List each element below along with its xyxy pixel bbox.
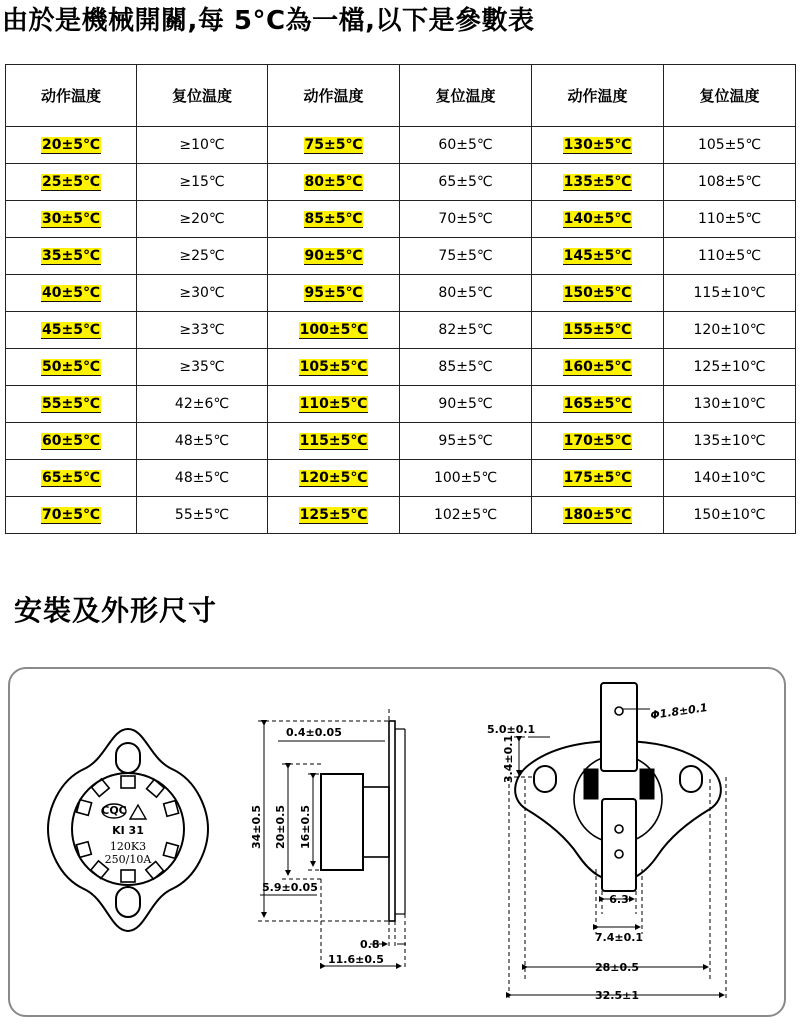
action-temp-value: 85±5℃ xyxy=(304,211,363,227)
reset-temp-cell xyxy=(137,460,268,497)
reset-temp-cell xyxy=(400,275,532,312)
reset-temp-value: 120±10℃ xyxy=(693,322,766,338)
reset-temp-cell xyxy=(664,423,796,460)
reset-temp-value: 42±6℃ xyxy=(174,396,230,412)
table-row xyxy=(6,238,796,275)
action-temp-cell xyxy=(532,497,664,534)
reset-temp-cell xyxy=(137,423,268,460)
reset-temp-value: 110±5℃ xyxy=(697,248,762,264)
reset-temp-value: 108±5℃ xyxy=(697,174,762,190)
reset-temp-value: 102±5℃ xyxy=(433,507,498,523)
dim-cap-depth: 5.9±0.05 xyxy=(262,881,318,894)
action-temp-cell xyxy=(268,349,400,386)
reset-temp-cell xyxy=(137,127,268,164)
reset-temp-value: 95±5℃ xyxy=(438,433,493,449)
reset-temp-value: 150±10℃ xyxy=(693,507,766,523)
column-header: 复位温度 xyxy=(137,65,268,127)
action-temp-value: 40±5℃ xyxy=(42,285,100,301)
action-temp-cell xyxy=(6,238,137,275)
action-temp-cell xyxy=(268,423,400,460)
reset-temp-value: ≥33℃ xyxy=(179,322,225,338)
action-temp-value: 25±5℃ xyxy=(42,174,100,190)
dim-hole-diameter: Φ1.8±0.1 xyxy=(649,701,709,722)
action-temp-value: 95±5℃ xyxy=(304,285,363,301)
table-row xyxy=(6,423,796,460)
reset-temp-value: ≥10℃ xyxy=(179,137,225,153)
action-temp-value: 120±5℃ xyxy=(299,470,368,486)
action-temp-cell xyxy=(6,460,137,497)
reset-temp-cell xyxy=(664,497,796,534)
reset-temp-cell xyxy=(664,349,796,386)
front-mark-model: KI 31 xyxy=(112,824,144,837)
reset-temp-value: ≥35℃ xyxy=(179,359,225,375)
action-temp-cell xyxy=(268,497,400,534)
column-header: 动作温度 xyxy=(532,65,664,127)
reset-temp-value: 82±5℃ xyxy=(438,322,493,338)
action-temp-value: 170±5℃ xyxy=(563,433,632,449)
action-temp-cell xyxy=(268,127,400,164)
action-temp-cell xyxy=(6,423,137,460)
action-temp-cell xyxy=(268,312,400,349)
action-temp-value: 75±5℃ xyxy=(304,137,363,153)
action-temp-cell xyxy=(532,275,664,312)
front-mark-cqc: CQC xyxy=(101,804,127,817)
action-temp-cell xyxy=(6,349,137,386)
reset-temp-cell xyxy=(400,497,532,534)
action-temp-value: 50±5℃ xyxy=(42,359,100,375)
action-temp-value: 115±5℃ xyxy=(299,433,368,449)
reset-temp-value: 140±10℃ xyxy=(693,470,766,486)
front-mark-rating: 120K3 xyxy=(109,840,147,853)
action-temp-cell xyxy=(268,386,400,423)
dim-hole-offset: 5.0±0.1 xyxy=(487,723,536,736)
table-row xyxy=(6,312,796,349)
column-header: 动作温度 xyxy=(268,65,400,127)
reset-temp-cell xyxy=(137,201,268,238)
action-temp-value: 135±5℃ xyxy=(563,174,632,190)
reset-temp-cell xyxy=(664,164,796,201)
action-temp-value: 90±5℃ xyxy=(304,248,363,264)
reset-temp-value: 70±5℃ xyxy=(438,211,493,227)
action-temp-cell xyxy=(268,275,400,312)
parameter-table xyxy=(5,64,796,534)
reset-temp-value: 55±5℃ xyxy=(174,507,230,523)
action-temp-cell xyxy=(532,423,664,460)
action-temp-value: 70±5℃ xyxy=(42,507,100,523)
reset-temp-value: 125±10℃ xyxy=(693,359,766,375)
dim-hole-height: 3.4±0.1 xyxy=(502,734,515,784)
action-temp-cell xyxy=(6,201,137,238)
reset-temp-cell xyxy=(137,238,268,275)
reset-temp-cell xyxy=(137,386,268,423)
reset-temp-value: 80±5℃ xyxy=(438,285,493,301)
reset-temp-cell xyxy=(400,386,532,423)
reset-temp-cell xyxy=(400,238,532,275)
reset-temp-cell xyxy=(400,201,532,238)
action-temp-cell xyxy=(532,238,664,275)
reset-temp-value: 48±5℃ xyxy=(174,433,230,449)
reset-temp-value: 75±5℃ xyxy=(438,248,493,264)
reset-temp-cell xyxy=(400,312,532,349)
reset-temp-value: ≥20℃ xyxy=(179,211,225,227)
action-temp-value: 180±5℃ xyxy=(563,507,632,523)
table-row xyxy=(6,164,796,201)
action-temp-value: 125±5℃ xyxy=(299,507,368,523)
action-temp-value: 140±5℃ xyxy=(563,211,632,227)
action-temp-cell xyxy=(6,386,137,423)
action-temp-cell xyxy=(532,349,664,386)
page-title: 由於是機械開關,每 5°C為一檔,以下是參數表 xyxy=(2,6,535,36)
reset-temp-value: 85±5℃ xyxy=(438,359,493,375)
action-temp-cell xyxy=(6,127,137,164)
action-temp-value: 110±5℃ xyxy=(299,396,368,412)
table-row xyxy=(6,201,796,238)
reset-temp-value: 130±10℃ xyxy=(693,396,766,412)
reset-temp-cell xyxy=(137,312,268,349)
action-temp-value: 35±5℃ xyxy=(42,248,100,264)
action-temp-cell xyxy=(532,460,664,497)
dim-body-height: 20±0.5 xyxy=(274,804,287,850)
dim-total-height: 34±0.5 xyxy=(250,804,263,850)
action-temp-cell xyxy=(6,312,137,349)
action-temp-cell xyxy=(268,238,400,275)
column-header: 复位温度 xyxy=(664,65,796,127)
reset-temp-cell xyxy=(137,497,268,534)
reset-temp-cell xyxy=(664,127,796,164)
reset-temp-value: 115±10℃ xyxy=(693,285,766,301)
action-temp-cell xyxy=(532,201,664,238)
reset-temp-value: ≥15℃ xyxy=(179,174,225,190)
action-temp-value: 145±5℃ xyxy=(563,248,632,264)
reset-temp-value: 105±5℃ xyxy=(697,137,762,153)
action-temp-value: 150±5℃ xyxy=(563,285,632,301)
reset-temp-value: 110±5℃ xyxy=(697,211,762,227)
action-temp-cell xyxy=(532,164,664,201)
action-temp-value: 155±5℃ xyxy=(563,322,632,338)
dim-hole-spacing: 28±0.5 xyxy=(594,961,640,974)
action-temp-value: 160±5℃ xyxy=(563,359,632,375)
reset-temp-value: 90±5℃ xyxy=(438,396,493,412)
dim-plate-thickness: 0.4±0.05 xyxy=(286,726,342,739)
front-mark-current: 250/10A xyxy=(104,853,152,866)
reset-temp-value: ≥25℃ xyxy=(179,248,225,264)
action-temp-value: 20±5℃ xyxy=(42,137,100,153)
action-temp-cell xyxy=(532,312,664,349)
action-temp-cell xyxy=(532,386,664,423)
reset-temp-cell xyxy=(400,349,532,386)
dim-tab-width: 6.3 xyxy=(609,893,629,906)
dim-cap-height: 16±0.5 xyxy=(299,804,312,850)
reset-temp-cell xyxy=(664,386,796,423)
reset-temp-value: 48±5℃ xyxy=(174,470,230,486)
dim-flange-thickness: 0.8 xyxy=(360,938,380,951)
column-header: 动作温度 xyxy=(6,65,137,127)
table-header-row xyxy=(6,65,796,127)
table-row xyxy=(6,386,796,423)
back-view xyxy=(509,683,726,999)
action-temp-cell xyxy=(532,127,664,164)
reset-temp-cell xyxy=(137,164,268,201)
table-row xyxy=(6,349,796,386)
action-temp-value: 80±5℃ xyxy=(304,174,363,190)
dim-side-depth: 11.6±0.5 xyxy=(328,953,384,966)
action-temp-value: 130±5℃ xyxy=(563,137,632,153)
reset-temp-cell xyxy=(664,238,796,275)
action-temp-value: 45±5℃ xyxy=(42,322,100,338)
reset-temp-cell xyxy=(664,312,796,349)
action-temp-value: 165±5℃ xyxy=(563,396,632,412)
action-temp-cell xyxy=(268,460,400,497)
table-row xyxy=(6,497,796,534)
action-temp-cell xyxy=(6,164,137,201)
action-temp-value: 65±5℃ xyxy=(42,470,100,486)
table-row xyxy=(6,275,796,312)
table-body xyxy=(6,127,796,534)
reset-temp-cell xyxy=(664,275,796,312)
reset-temp-value: 135±10℃ xyxy=(693,433,766,449)
reset-temp-cell xyxy=(664,460,796,497)
action-temp-value: 30±5℃ xyxy=(42,211,100,227)
action-temp-value: 105±5℃ xyxy=(299,359,368,375)
reset-temp-value: 65±5℃ xyxy=(438,174,493,190)
section-title: 安裝及外形尺寸 xyxy=(14,594,218,627)
action-temp-cell xyxy=(268,164,400,201)
reset-temp-value: ≥30℃ xyxy=(179,285,225,301)
column-header: 复位温度 xyxy=(400,65,532,127)
reset-temp-cell xyxy=(400,164,532,201)
reset-temp-cell xyxy=(137,349,268,386)
reset-temp-cell xyxy=(400,460,532,497)
reset-temp-cell xyxy=(400,423,532,460)
action-temp-cell xyxy=(268,201,400,238)
dimension-drawing-panel xyxy=(8,667,786,1017)
reset-temp-cell xyxy=(664,201,796,238)
action-temp-cell xyxy=(6,275,137,312)
action-temp-cell xyxy=(6,497,137,534)
table-row xyxy=(6,127,796,164)
dimension-drawing xyxy=(10,669,784,1015)
action-temp-value: 100±5℃ xyxy=(299,322,368,338)
reset-temp-cell xyxy=(137,275,268,312)
action-temp-value: 60±5℃ xyxy=(42,433,100,449)
action-temp-value: 175±5℃ xyxy=(563,470,632,486)
action-temp-value: 55±5℃ xyxy=(42,396,100,412)
dim-overall-length: 32.5±1 xyxy=(594,989,640,1002)
reset-temp-value: 100±5℃ xyxy=(433,470,498,486)
reset-temp-cell xyxy=(400,127,532,164)
reset-temp-value: 60±5℃ xyxy=(438,137,493,153)
dim-terminal-width: 7.4±0.1 xyxy=(594,931,644,944)
table-row xyxy=(6,460,796,497)
